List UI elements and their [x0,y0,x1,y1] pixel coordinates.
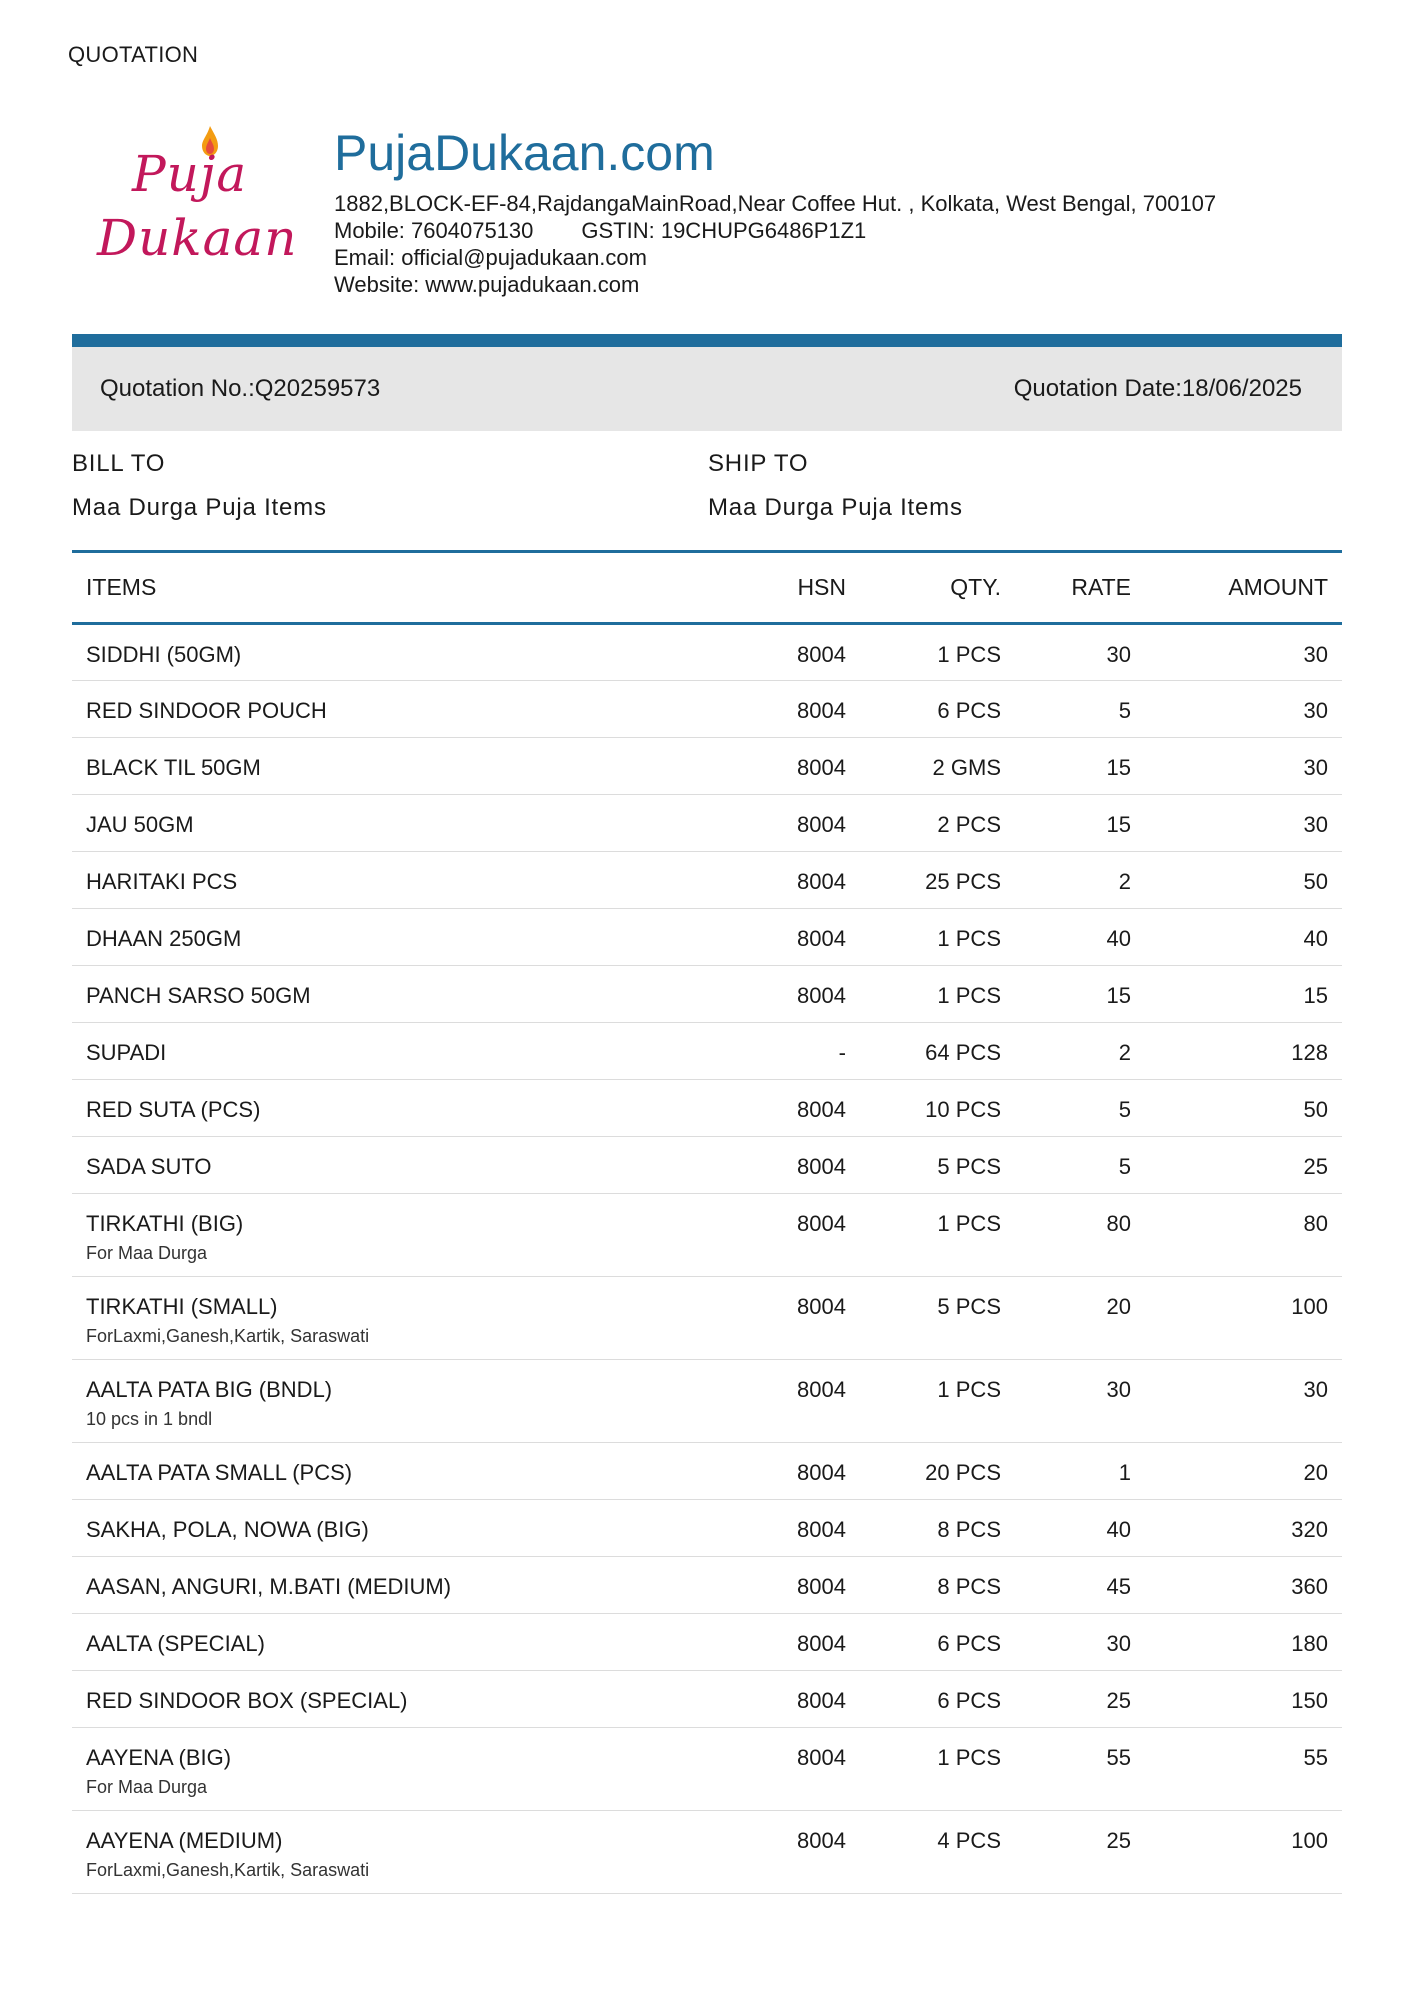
hsn-value: 8004 [797,869,846,894]
item-cell [72,1360,736,1443]
qty-cell [846,1360,1001,1443]
item-note: 10 pcs in 1 bndl [86,1409,213,1429]
qty-value: 6 PCS [937,698,1001,723]
table-row [72,1080,1342,1137]
qty-value: 10 PCS [925,1097,1001,1122]
rate-value: 15 [1106,812,1131,837]
company-website: Website: www.pujadukaan.com [334,272,640,297]
hsn-value: 8004 [797,1745,846,1770]
hsn-cell [736,1277,846,1360]
item-name: TIRKATHI (SMALL) [86,1294,278,1319]
qty-value: 6 PCS [937,1688,1001,1713]
company-address: 1882,BLOCK-EF-84,RajdangaMainRoad,Near Coffee Hut. , Kolkata, West Bengal, 700107 [334,191,1217,216]
quotation-date: Quotation Date:18/06/2025 [1013,375,1302,402]
item-name: AAYENA (MEDIUM) [86,1828,283,1853]
item-name: AALTA (SPECIAL) [86,1631,265,1656]
item-cell [72,1194,736,1277]
item-cell [72,738,736,795]
item-cell [72,909,736,966]
bill-to-section [72,450,327,522]
table-row [72,1194,1342,1277]
rate-value: 2 [1118,869,1131,894]
hsn-cell [736,1194,846,1277]
item-cell [72,1811,736,1894]
rate-value: 5 [1118,1097,1131,1122]
item-cell [72,624,736,681]
hsn-cell [736,1614,846,1671]
amount-value: 150 [1291,1688,1328,1713]
header-hsn: HSN [736,552,846,624]
table-row [72,1557,1342,1614]
qty-cell [846,1080,1001,1137]
qty-value: 1 PCS [937,1377,1001,1402]
header-amount: AMOUNT [1131,552,1342,624]
amount-cell [1131,1557,1342,1614]
rate-cell [1001,795,1131,852]
item-cell [72,795,736,852]
hsn-value: 8004 [797,642,846,667]
rate-value: 25 [1106,1688,1131,1713]
hsn-value: 8004 [797,1828,846,1853]
hsn-value: 8004 [797,1211,846,1236]
amount-value: 80 [1303,1211,1328,1236]
rate-cell [1001,1614,1131,1671]
quotation-number: Quotation No.:Q20259573 [100,375,381,402]
qty-cell [846,1443,1001,1500]
qty-value: 1 PCS [937,1745,1001,1770]
amount-value: 180 [1291,1631,1328,1656]
qty-value: 6 PCS [937,1631,1001,1656]
table-row [72,1614,1342,1671]
company-gstin: GSTIN: 19CHUPG6486P1Z1 [581,218,867,243]
company-mobile: Mobile: 7604075130 [334,218,534,243]
rate-cell [1001,1557,1131,1614]
qty-cell [846,909,1001,966]
item-name: AASAN, ANGURI, M.BATI (MEDIUM) [86,1574,452,1599]
amount-value: 100 [1291,1294,1328,1319]
rate-value: 30 [1106,1631,1131,1656]
hsn-cell [736,1443,846,1500]
amount-value: 30 [1303,698,1328,723]
hsn-cell [736,738,846,795]
amount-cell [1131,1443,1342,1500]
qty-cell [846,1023,1001,1080]
qty-cell [846,1811,1001,1894]
hsn-cell [736,1500,846,1557]
qty-value: 4 PCS [937,1828,1001,1853]
rate-value: 80 [1106,1211,1131,1236]
item-name: HARITAKI PCS [86,869,238,894]
table-row [72,1443,1342,1500]
item-name: JAU 50GM [86,812,194,837]
item-note: For Maa Durga [86,1777,208,1797]
ship-to-section [708,450,963,522]
amount-value: 320 [1291,1517,1328,1542]
hsn-value: 8004 [797,1517,846,1542]
qty-cell [846,1614,1001,1671]
rate-value: 2 [1118,1040,1131,1065]
item-note: ForLaxmi,Ganesh,Kartik, Saraswati [86,1860,370,1880]
qty-value: 5 PCS [937,1154,1001,1179]
qty-cell [846,1557,1001,1614]
logo-word-puja: Puja [132,145,248,203]
rate-value: 15 [1106,983,1131,1008]
qty-cell [846,1137,1001,1194]
hsn-value: 8004 [797,1631,846,1656]
amount-value: 25 [1303,1154,1328,1179]
rate-cell [1001,624,1131,681]
amount-cell [1131,909,1342,966]
qty-cell [846,1500,1001,1557]
hsn-value: 8004 [797,983,846,1008]
item-name: AALTA PATA BIG (BNDL) [86,1377,333,1402]
table-row [72,1277,1342,1360]
hsn-value: 8004 [797,755,846,780]
qty-cell [846,795,1001,852]
amount-cell [1131,1671,1342,1728]
rate-cell [1001,1671,1131,1728]
qty-cell [846,1671,1001,1728]
hsn-cell [736,1023,846,1080]
table-row [72,909,1342,966]
rate-value: 30 [1106,1377,1131,1402]
rate-value: 40 [1106,1517,1131,1542]
item-name: RED SINDOOR POUCH [86,698,327,723]
item-name: RED SUTA (PCS) [86,1097,261,1122]
hsn-cell [736,1728,846,1811]
logo-word-dukaan: Dukaan [97,209,298,267]
rate-value: 15 [1106,755,1131,780]
item-cell [72,1614,736,1671]
rate-value: 55 [1106,1745,1131,1770]
bill-to-name: Maa Durga Puja Items [72,494,327,521]
hsn-cell [736,1671,846,1728]
amount-cell [1131,1137,1342,1194]
hsn-value: 8004 [797,926,846,951]
amount-value: 20 [1303,1460,1328,1485]
item-name: DHAAN 250GM [86,926,242,951]
item-cell [72,852,736,909]
amount-cell [1131,1360,1342,1443]
hsn-value: 8004 [797,1574,846,1599]
rate-cell [1001,1811,1131,1894]
hsn-cell [736,1080,846,1137]
company-info [334,125,1217,298]
item-cell [72,1671,736,1728]
header-divider [72,334,1342,347]
amount-cell [1131,1023,1342,1080]
hsn-cell [736,1811,846,1894]
table-row [72,1728,1342,1811]
hsn-cell [736,852,846,909]
hsn-value: 8004 [797,1460,846,1485]
qty-value: 8 PCS [937,1574,1001,1599]
company-logo [92,125,302,275]
amount-value: 30 [1303,755,1328,780]
item-name: AALTA PATA SMALL (PCS) [86,1460,353,1485]
company-name: PujaDukaan.com [334,125,715,181]
rate-value: 5 [1118,698,1131,723]
hsn-value: 8004 [797,812,846,837]
amount-cell [1131,738,1342,795]
item-note: ForLaxmi,Ganesh,Kartik, Saraswati [86,1326,370,1346]
amount-value: 30 [1303,642,1328,667]
qty-value: 2 GMS [932,755,1001,780]
hsn-value: - [838,1040,846,1065]
amount-value: 50 [1303,1097,1328,1122]
rate-value: 45 [1106,1574,1131,1599]
amount-cell [1131,1277,1342,1360]
hsn-value: 8004 [797,1294,846,1319]
rate-value: 1 [1118,1460,1131,1485]
item-name: SADA SUTO [86,1154,212,1179]
qty-value: 1 PCS [937,926,1001,951]
ship-to-name: Maa Durga Puja Items [708,494,963,521]
qty-cell [846,1194,1001,1277]
hsn-cell [736,966,846,1023]
rate-cell [1001,738,1131,795]
table-row [72,1500,1342,1557]
bill-to-label: BILL TO [72,450,166,477]
amount-value: 128 [1291,1040,1328,1065]
table-row [72,1023,1342,1080]
hsn-cell [736,795,846,852]
item-name: SIDDHI (50GM) [86,642,242,667]
table-row [72,795,1342,852]
hsn-cell [736,624,846,681]
qty-cell [846,624,1001,681]
item-name: SUPADI [86,1040,167,1065]
item-cell [72,966,736,1023]
item-name: BLACK TIL 50GM [86,755,261,780]
qty-value: 25 PCS [925,869,1001,894]
company-email: Email: official@pujadukaan.com [334,245,647,270]
rate-cell [1001,1137,1131,1194]
hsn-value: 8004 [797,1377,846,1402]
rate-value: 30 [1106,642,1131,667]
qty-value: 1 PCS [937,1211,1001,1236]
rate-value: 5 [1118,1154,1131,1179]
item-cell [72,681,736,738]
qty-value: 20 PCS [925,1460,1001,1485]
qty-value: 64 PCS [925,1040,1001,1065]
qty-cell [846,966,1001,1023]
amount-value: 50 [1303,869,1328,894]
amount-value: 40 [1303,926,1328,951]
table-row [72,738,1342,795]
rate-cell [1001,1277,1131,1360]
item-cell [72,1023,736,1080]
table-row [72,1671,1342,1728]
qty-value: 1 PCS [937,983,1001,1008]
rate-cell [1001,966,1131,1023]
hsn-cell [736,909,846,966]
item-cell [72,1728,736,1811]
hsn-cell [736,1360,846,1443]
item-name: TIRKATHI (BIG) [86,1211,244,1236]
rate-cell [1001,681,1131,738]
rate-cell [1001,1500,1131,1557]
amount-value: 100 [1291,1828,1328,1853]
amount-cell [1131,795,1342,852]
item-name: PANCH SARSO 50GM [86,983,311,1008]
item-cell [72,1500,736,1557]
ship-to-label: SHIP TO [708,450,809,477]
table-row [72,966,1342,1023]
qty-value: 2 PCS [937,812,1001,837]
table-row [72,681,1342,738]
header-rate: RATE [1001,552,1131,624]
amount-value: 30 [1303,812,1328,837]
qty-cell [846,1277,1001,1360]
item-cell [72,1443,736,1500]
amount-cell [1131,1080,1342,1137]
amount-cell [1131,1811,1342,1894]
hsn-cell [736,681,846,738]
qty-value: 5 PCS [937,1294,1001,1319]
item-note: For Maa Durga [86,1243,208,1263]
amount-value: 15 [1303,983,1328,1008]
qty-value: 1 PCS [937,642,1001,667]
rate-cell [1001,1360,1131,1443]
rate-cell [1001,852,1131,909]
qty-cell [846,852,1001,909]
amount-value: 360 [1291,1574,1328,1599]
header-qty: QTY. [846,552,1001,624]
quotation-meta-band [72,347,1342,431]
hsn-value: 8004 [797,698,846,723]
document-label: QUOTATION [68,42,199,67]
qty-value: 8 PCS [937,1517,1001,1542]
amount-cell [1131,681,1342,738]
amount-cell [1131,1614,1342,1671]
rate-cell [1001,1443,1131,1500]
item-cell [72,1277,736,1360]
rate-cell [1001,1080,1131,1137]
rate-cell [1001,1194,1131,1277]
table-header-row [72,552,1342,624]
header-items: ITEMS [72,552,736,624]
table-row [72,1360,1342,1443]
item-cell [72,1557,736,1614]
hsn-value: 8004 [797,1097,846,1122]
rate-value: 25 [1106,1828,1131,1853]
amount-cell [1131,1728,1342,1811]
amount-cell [1131,1194,1342,1277]
table-row [72,624,1342,681]
rate-cell [1001,1728,1131,1811]
rate-cell [1001,1023,1131,1080]
item-name: SAKHA, POLA, NOWA (BIG) [86,1517,369,1542]
amount-cell [1131,624,1342,681]
item-cell [72,1080,736,1137]
table-row [72,1137,1342,1194]
rate-cell [1001,909,1131,966]
hsn-value: 8004 [797,1688,846,1713]
item-name: RED SINDOOR BOX (SPECIAL) [86,1688,408,1713]
amount-value: 30 [1303,1377,1328,1402]
rate-value: 40 [1106,926,1131,951]
table-row [72,1811,1342,1894]
rate-value: 20 [1106,1294,1131,1319]
hsn-value: 8004 [797,1154,846,1179]
hsn-cell [736,1557,846,1614]
items-table [72,550,1342,1894]
qty-cell [846,681,1001,738]
amount-value: 55 [1303,1745,1328,1770]
qty-cell [846,1728,1001,1811]
table-row [72,852,1342,909]
company-contact-line [334,217,1216,244]
amount-cell [1131,852,1342,909]
hsn-cell [736,1137,846,1194]
amount-cell [1131,966,1342,1023]
item-cell [72,1137,736,1194]
amount-cell [1131,1500,1342,1557]
item-name: AAYENA (BIG) [86,1745,232,1770]
qty-cell [846,738,1001,795]
